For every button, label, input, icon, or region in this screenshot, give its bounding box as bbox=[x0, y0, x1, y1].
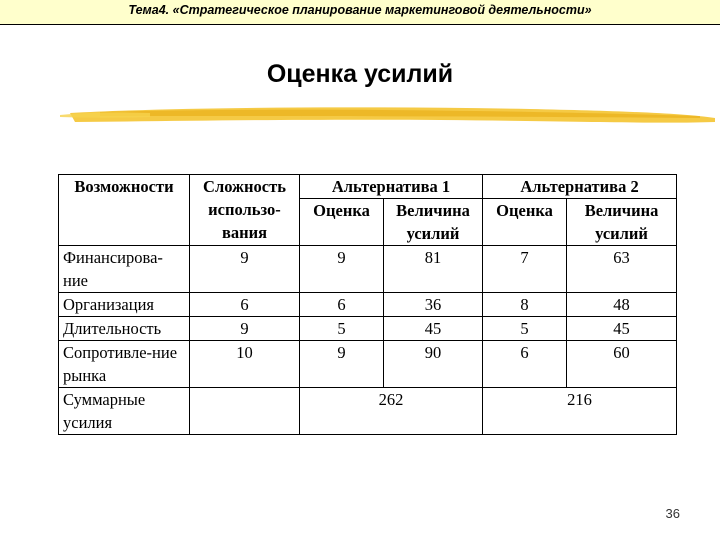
row-name: Длительность bbox=[59, 317, 190, 341]
row-name: Организация bbox=[59, 293, 190, 317]
table-row bbox=[59, 317, 677, 341]
row-name: Сопротивле-ние рынка bbox=[59, 341, 190, 388]
row-alt2-score: 5 bbox=[483, 317, 567, 341]
row-alt1-score: 5 bbox=[300, 317, 384, 341]
row-alt2-score: 6 bbox=[483, 341, 567, 388]
row-alt1-score: 9 bbox=[300, 246, 384, 293]
row-complexity: 10 bbox=[190, 341, 300, 388]
row-alt1-effort: 90 bbox=[384, 341, 483, 388]
row-alt1-effort: 81 bbox=[384, 246, 483, 293]
row-alt2-effort: 45 bbox=[567, 317, 677, 341]
row-alt2-score: 7 bbox=[483, 246, 567, 293]
row-alt2-effort: 60 bbox=[567, 341, 677, 388]
page-number: 36 bbox=[665, 506, 680, 521]
header-alternative-2: Альтернатива 2 bbox=[483, 175, 677, 199]
row-name: Финансирова-ние bbox=[59, 246, 190, 293]
slide-title: Оценка усилий bbox=[266, 60, 454, 88]
topic-title: Тема4. «Стратегическое планирование маркетинговой деятельности» bbox=[128, 3, 592, 17]
row-alt1-score: 6 bbox=[300, 293, 384, 317]
row-alt1-score: 9 bbox=[300, 341, 384, 388]
row-alt1-effort: 36 bbox=[384, 293, 483, 317]
subheader-alt1-score: Оценка bbox=[300, 199, 384, 246]
row-alt2-effort: 63 bbox=[567, 246, 677, 293]
row-alt2-effort: 48 bbox=[567, 293, 677, 317]
subheader-alt2-effort: Величина усилий bbox=[567, 199, 677, 246]
row-alt1-effort: 45 bbox=[384, 317, 483, 341]
topic-header-bar bbox=[0, 0, 720, 25]
subheader-alt1-effort: Величина усилий bbox=[384, 199, 483, 246]
row-complexity: 6 bbox=[190, 293, 300, 317]
table-row bbox=[59, 293, 677, 317]
total-label: Суммарные усилия bbox=[59, 388, 190, 435]
table-row bbox=[59, 246, 677, 293]
header-capabilities: Возможности bbox=[59, 175, 190, 246]
header-alternative-1: Альтернатива 1 bbox=[300, 175, 483, 199]
total-alt2-effort: 216 bbox=[483, 388, 677, 435]
subheader-alt2-score: Оценка bbox=[483, 199, 567, 246]
table-header-row bbox=[59, 175, 677, 199]
effort-table bbox=[58, 174, 677, 435]
table-row bbox=[59, 341, 677, 388]
row-complexity: 9 bbox=[190, 317, 300, 341]
total-empty-cell bbox=[190, 388, 300, 435]
header-complexity: Сложность использо-вания bbox=[190, 175, 300, 246]
row-complexity: 9 bbox=[190, 246, 300, 293]
row-alt2-score: 8 bbox=[483, 293, 567, 317]
table-total-row bbox=[59, 388, 677, 435]
total-alt1-effort: 262 bbox=[300, 388, 483, 435]
title-underline-brushstroke bbox=[60, 100, 720, 130]
